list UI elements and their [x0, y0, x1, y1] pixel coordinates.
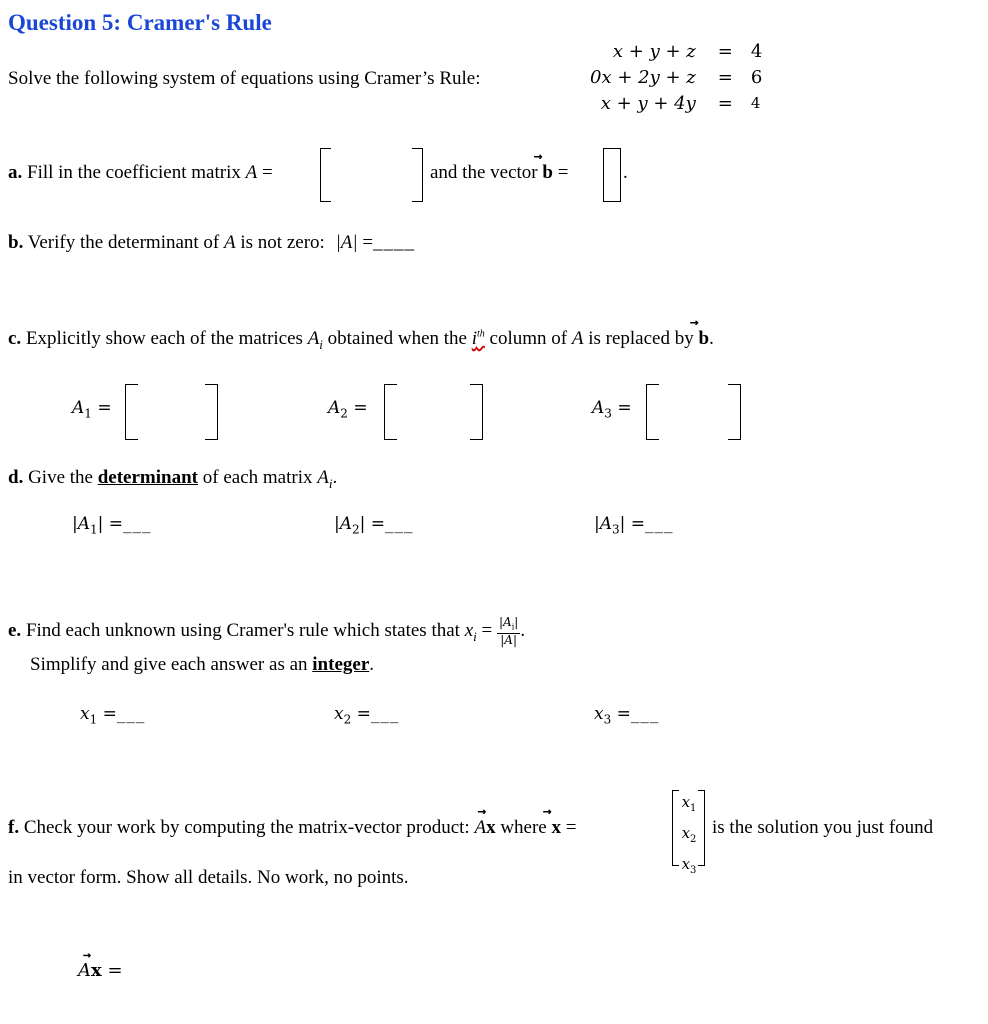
- subscript: 3: [612, 522, 620, 537]
- part-c-prompt: [8, 328, 714, 353]
- part-d-text1: Give the: [28, 467, 93, 488]
- part-f-line2: in vector form. Show all details. No work, no points.: [8, 867, 409, 888]
- matrix-a: A: [78, 960, 91, 981]
- equals-sign: =: [108, 514, 124, 534]
- var-a: A: [245, 162, 258, 183]
- var-x: x: [464, 620, 474, 642]
- part-a-text: Fill in the coefficient matrix: [27, 162, 241, 183]
- equation-system: [586, 38, 766, 116]
- frac-num-sub: i: [511, 622, 515, 632]
- answer-blank[interactable]: ___: [370, 704, 400, 724]
- equals-sign: =: [557, 162, 569, 183]
- equals-sign: =: [353, 398, 368, 418]
- equals-sign: =: [356, 704, 371, 724]
- part-b-label: b.: [8, 232, 24, 253]
- fraction-denominator: |A|: [500, 633, 518, 648]
- equation-equals: =: [717, 66, 733, 88]
- part-f-prompt: [8, 817, 576, 839]
- var-a: A: [224, 232, 236, 253]
- vector-x: ⃗ x: [91, 960, 102, 981]
- entry-name: x: [681, 793, 691, 811]
- part-f-text1: Check your work by computing the matrix-vector product:: [23, 817, 470, 838]
- equation-lhs: x + y + 4y: [600, 92, 696, 114]
- intro-text: Solve the following system of equations using Cramer’s Rule:: [8, 68, 481, 89]
- det-a1: [72, 514, 152, 536]
- det-a3: [594, 514, 674, 536]
- part-a-end: .: [623, 162, 628, 183]
- equation-rhs: 4: [750, 40, 763, 62]
- answer-blank[interactable]: ___: [116, 704, 146, 724]
- answer-blank[interactable]: ____: [373, 232, 416, 253]
- part-f-text3: is the solution you just found: [712, 817, 934, 838]
- part-b-prompt: [8, 232, 415, 254]
- vector-x: ⃗ x: [551, 817, 561, 839]
- part-c-text2: obtained when the: [327, 328, 467, 349]
- matrix-a2-right-bracket: [470, 384, 483, 440]
- part-d-text2: of each matrix: [202, 467, 313, 488]
- equation-lhs: x + y + z: [612, 40, 696, 62]
- subscript: i: [328, 475, 333, 491]
- equals-sign: =: [630, 514, 646, 534]
- part-e-label: e.: [8, 620, 22, 642]
- part-d-emphasis: determinant: [97, 467, 198, 488]
- equation-rhs: 4: [750, 94, 761, 112]
- matrix-a-left-bracket: [320, 148, 331, 202]
- equals-sign: =: [616, 704, 631, 724]
- matrix-a3-right-bracket: [728, 384, 741, 440]
- equation-equals: =: [717, 92, 733, 114]
- subscript: 3: [690, 865, 697, 876]
- part-a-vector-prompt: [430, 162, 568, 184]
- matrix-a1-right-bracket: [205, 384, 218, 440]
- equals-sign: =: [362, 232, 374, 253]
- matrix-name: A: [328, 398, 341, 418]
- part-c-text1: Explicitly show each of the matrices: [25, 328, 303, 349]
- fraction-numerator: [497, 616, 520, 634]
- subscript: 2: [340, 406, 348, 421]
- subscript: 3: [603, 712, 612, 727]
- entry-name: x: [681, 855, 691, 873]
- subscript: 1: [690, 803, 697, 814]
- vector-b-left-bracket: [603, 148, 612, 202]
- unknown-x2: [334, 704, 399, 726]
- frac-num-close: |: [514, 615, 519, 629]
- answer-blank[interactable]: ___: [123, 514, 152, 534]
- frac-num-open: |A: [498, 615, 512, 629]
- matrix-a-right-bracket: [412, 148, 423, 202]
- unknown-x1: [80, 704, 145, 726]
- equation-row: [586, 38, 766, 64]
- unknown-name: x: [80, 704, 90, 724]
- matrix-a1-left-bracket: [125, 384, 138, 440]
- matrix-a3-left-bracket: [646, 384, 659, 440]
- vector-b: ⃗ b: [542, 162, 553, 184]
- det-a: |A|: [335, 232, 358, 253]
- det-open: |A: [594, 514, 613, 534]
- matrix-name: A: [72, 398, 85, 418]
- part-c-text3: column of: [489, 328, 568, 349]
- unknown-name: x: [594, 704, 604, 724]
- unknown-name: x: [334, 704, 344, 724]
- var-a: A: [307, 328, 320, 349]
- part-e-text1: Find each unknown using Cramer's rule which states that: [25, 620, 460, 642]
- subscript: 1: [90, 522, 98, 537]
- part-d-label: d.: [8, 467, 24, 488]
- matrix-a1-label: [72, 398, 112, 420]
- equation-row: [586, 90, 766, 116]
- vector-entry: [678, 852, 700, 883]
- subscript: 2: [352, 522, 360, 537]
- part-c-end: .: [709, 328, 714, 349]
- matrix-name: A: [592, 398, 605, 418]
- answer-blank[interactable]: ___: [630, 704, 660, 724]
- answer-blank[interactable]: ___: [385, 514, 414, 534]
- equation-equals: =: [717, 40, 733, 62]
- vector-x: ⃗ x: [486, 817, 496, 839]
- part-f-label: f.: [8, 817, 20, 838]
- equation-rhs: 6: [750, 66, 763, 88]
- final-product: [78, 960, 123, 981]
- vector-b: ⃗ b: [698, 328, 709, 350]
- entry-name: x: [681, 824, 691, 842]
- equals-sign: =: [97, 398, 112, 418]
- part-d-end: .: [332, 467, 338, 488]
- part-e-end: .: [520, 620, 526, 642]
- part-a-prompt: [8, 162, 273, 184]
- subscript: 2: [690, 834, 697, 845]
- subscript: 3: [604, 406, 612, 421]
- det-close: |: [619, 514, 626, 534]
- answer-blank[interactable]: ___: [645, 514, 674, 534]
- equals-sign: =: [617, 398, 632, 418]
- det-close: |: [97, 514, 104, 534]
- det-a2: [334, 514, 414, 536]
- matrix-a2-label: [328, 398, 368, 420]
- matrix-a3-label: [592, 398, 632, 420]
- det-open: |A: [334, 514, 353, 534]
- part-e-prompt: [8, 616, 525, 647]
- equals-sign: =: [481, 620, 493, 642]
- vector-entry: [678, 821, 700, 852]
- part-c-text4: is replaced by: [588, 328, 694, 349]
- part-e-line2: [30, 654, 374, 676]
- page-title: Question 5: Cramer's Rule: [8, 10, 272, 35]
- det-open: |A: [72, 514, 91, 534]
- var-a: A: [317, 467, 329, 488]
- equals-sign: =: [565, 817, 577, 838]
- matrix-a: A: [474, 817, 487, 838]
- equation-lhs: 0x + 2y + z: [590, 66, 696, 88]
- matrix-a2-left-bracket: [384, 384, 397, 440]
- cramer-fraction: [497, 616, 520, 647]
- equation-row: [586, 64, 766, 90]
- part-d-prompt: [8, 467, 337, 492]
- part-c-label: c.: [8, 328, 22, 349]
- subscript: 2: [343, 712, 352, 727]
- part-e-line2-text: Simplify and give each answer as an: [30, 654, 308, 675]
- equals-sign: =: [261, 162, 273, 183]
- subscript: 1: [89, 712, 98, 727]
- subscript: 1: [84, 406, 92, 421]
- vector-b-right-bracket: [612, 148, 621, 202]
- part-e-emphasis: integer: [312, 654, 370, 675]
- vector-entry: [678, 790, 700, 821]
- solution-vector-entries: [678, 790, 700, 883]
- subscript: i: [319, 336, 323, 352]
- part-b-text2: is not zero:: [240, 232, 325, 253]
- part-e-line2-end: .: [369, 654, 375, 675]
- ith-sup: th: [477, 328, 485, 340]
- part-a-label: a.: [8, 162, 23, 183]
- det-close: |: [359, 514, 366, 534]
- unknown-x3: [594, 704, 659, 726]
- part-f-text2: where: [500, 817, 547, 838]
- part-b-text: Verify the determinant of: [27, 232, 220, 253]
- part-a-text2: and the vector: [430, 162, 538, 183]
- ith-index: [472, 328, 485, 349]
- subscript: i: [473, 628, 477, 644]
- ith-i: i: [471, 328, 477, 349]
- equals-sign: =: [107, 960, 123, 981]
- var-a: A: [571, 328, 584, 349]
- equals-sign: =: [102, 704, 117, 724]
- equals-sign: =: [370, 514, 386, 534]
